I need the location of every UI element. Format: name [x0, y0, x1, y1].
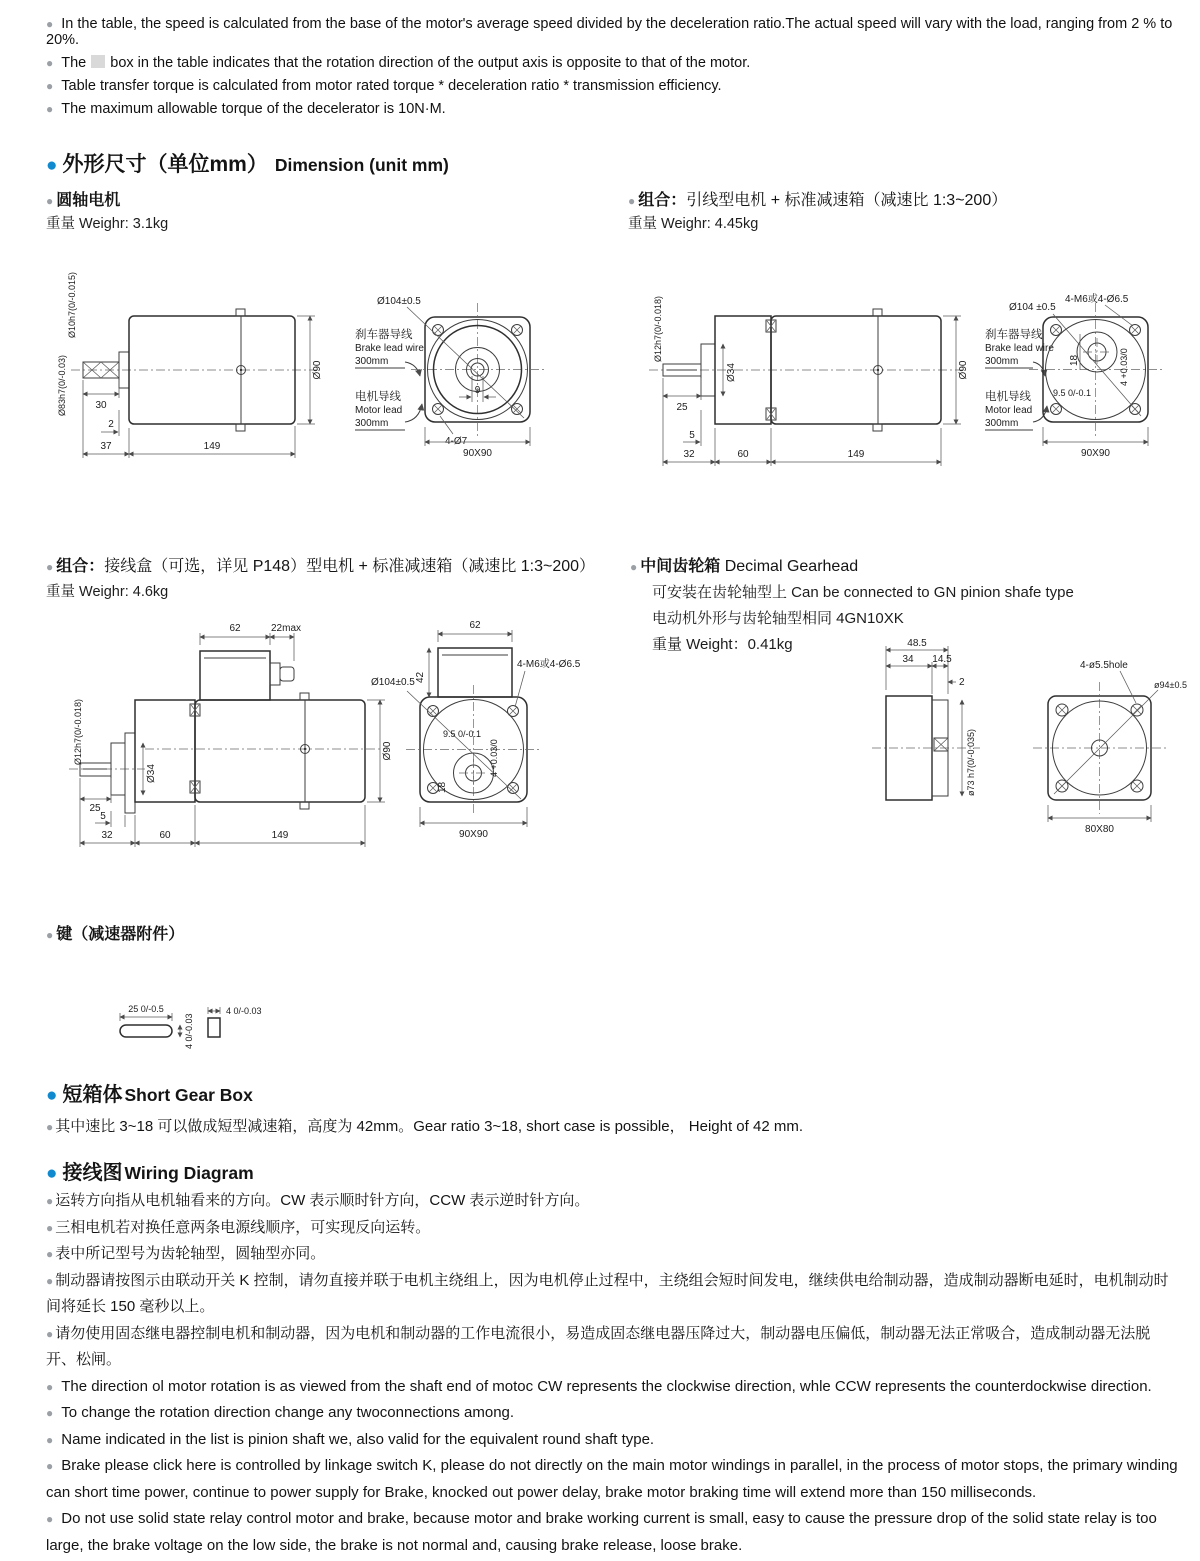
note-text: The maximum allowable torque of the decelerator is 10N·M.	[61, 101, 446, 117]
subsection-label-bold: 组合：	[638, 192, 687, 209]
note-text: 运转方向指从电机轴看来的方向。CW 表示顺时针方向，CCW 表示逆时针方向。	[55, 1192, 590, 1209]
drawing-key	[100, 985, 360, 1060]
dim-label: 32	[101, 830, 113, 841]
gearhead-line: 可安装在齿轮轴型上 Can be connected to GN pinion shafe type	[652, 584, 1074, 601]
dim-label: Ø90	[312, 360, 323, 380]
note-line	[46, 101, 1186, 117]
section-title-cn: 接线图	[62, 1162, 123, 1184]
dim-label: 4-ø5.5hole	[1080, 660, 1128, 671]
dim-label: Ø12h7(0/-0.018)	[653, 295, 663, 362]
dim-label: 5	[100, 811, 106, 822]
motor-front-view	[377, 296, 544, 459]
dim-label: 37	[100, 441, 112, 452]
dim-label: 90X90	[463, 448, 492, 459]
dim-label: 4 0/-0.03	[226, 1006, 262, 1016]
subsection-label: Decimal Gearhead	[724, 558, 859, 575]
shortbox-note	[46, 1114, 1176, 1141]
dim-label: Ø34	[146, 764, 157, 783]
motor-wire-label-cn: 电机导线	[985, 391, 1031, 403]
gearhead-front-view	[1033, 660, 1187, 835]
dim-label: 4 0/-0.03	[184, 1013, 194, 1049]
section-title-en: Short Gear Box	[124, 1085, 253, 1105]
drawing-decimal-gearhead	[858, 638, 1198, 848]
bullet-icon: ●	[46, 17, 54, 31]
subsection-label: 键（减速器附件）	[56, 926, 185, 943]
gray-box-icon	[91, 55, 105, 68]
section-wiring-header	[46, 1156, 254, 1185]
motor-wire-label-en: Motor lead	[355, 405, 403, 416]
wiring-note	[46, 1506, 1178, 1559]
dim-label: Ø12h7(0/-0.018)	[73, 698, 83, 765]
motor-wire-label-en: Motor lead	[985, 405, 1033, 416]
dim-label: ø94±0.5	[1154, 680, 1187, 690]
dim-label: 4-M6或4-Ø6.5	[1065, 294, 1129, 305]
note-text: To change the rotation direction change any twoconnections among.	[61, 1404, 515, 1421]
dim-label: Ø34	[726, 363, 737, 382]
brake-wire-label-en: Brake lead wire	[355, 343, 424, 354]
subsection-combo-tbox	[46, 553, 595, 576]
section-title-en: Wiring Diagram	[124, 1163, 254, 1183]
wiring-note	[46, 1188, 1178, 1215]
wiring-note	[46, 1241, 1178, 1268]
dim-label: 2	[108, 419, 114, 430]
note-line	[46, 78, 1186, 94]
wiring-note	[46, 1374, 1178, 1401]
bullet-icon: ●	[46, 1273, 54, 1288]
subsection-key	[46, 921, 184, 944]
note-text: The direction ol motor rotation is as viewed from the shaft end of motoc CW represents the clockwise direction, whle CCW represents the counterdockwise direction.	[61, 1377, 1152, 1395]
note-text: The	[61, 55, 87, 71]
note-line	[46, 16, 1186, 48]
weight-combo-tbox: 重量 Weighr: 4.6kg	[46, 584, 169, 600]
dim-label: 9.5 0/-0.1	[443, 729, 482, 739]
wiring-note	[46, 1400, 1178, 1427]
brake-wire-label-cn: 刹车器导线	[355, 329, 413, 341]
wiring-note	[46, 1453, 1178, 1506]
bullet-icon: ●	[630, 560, 638, 574]
blue-bullet-icon: ●	[46, 155, 58, 176]
bullet-icon: ●	[46, 1379, 54, 1394]
bullet-icon: ●	[46, 1406, 54, 1420]
gearmotor-side-view	[80, 693, 365, 813]
subsection-gearhead	[630, 553, 858, 576]
subsection-label-bold: 中间齿轮箱	[640, 558, 721, 575]
subsection-label: 圆轴电机	[56, 192, 121, 209]
dim-label: 18	[437, 781, 448, 793]
dim-label: Ø90	[958, 360, 969, 380]
note-text: 请勿使用固态继电器控制电机和制动器，因为电机和制动器的工作电流很小，易造成固态继电器压降过大，制动器电压偏低，制动器无法正常吸合，造成制动器无法脱开、松闸。	[46, 1324, 1151, 1368]
subsection-round-shaft	[46, 187, 120, 210]
dim-label: ø73 h7(0/-0.035)	[966, 728, 976, 796]
note-line	[46, 55, 1186, 71]
dim-label: 22max	[270, 623, 302, 634]
dim-label: Ø83h7(0/-0.03)	[57, 354, 67, 416]
bullet-icon: ●	[46, 1120, 54, 1134]
bullet-icon: ●	[46, 194, 54, 208]
dim-label: 25 0/-0.5	[128, 1004, 164, 1014]
dim-label: Ø10h7(0/-0.015)	[67, 271, 77, 338]
dim-label: 4 +0.03/0	[1119, 348, 1129, 386]
dim-label: Ø104 ±0.5	[1009, 302, 1056, 313]
wiring-note	[46, 1427, 1178, 1454]
bullet-icon: ●	[46, 79, 54, 93]
note-text: 其中速比 3~18 可以做成短型减速箱，高度为 42mm。Gear ratio 3~18, short case is possible， Height of 42 mm.	[55, 1118, 803, 1135]
note-text: 表中所记型号为齿轮轴型，圆轴型亦同。	[55, 1245, 326, 1262]
brake-wire-length: 300mm	[985, 356, 1019, 367]
drawing-lead-motor-gearbox	[633, 250, 1198, 500]
bullet-icon: ●	[46, 1326, 54, 1341]
bullet-icon: ●	[46, 102, 54, 116]
dim-label: 48.5	[907, 638, 927, 649]
dim-label: 14.5	[932, 654, 952, 665]
weight-combo-lead: 重量 Weighr: 4.45kg	[628, 216, 759, 232]
blue-bullet-icon: ●	[46, 1085, 58, 1106]
gearmotor-front-view	[1009, 292, 1162, 459]
dim-label: 18	[1069, 354, 1080, 366]
subsection-label: 引线型电机 + 标准减速箱（减速比 1:3~200）	[686, 192, 1008, 209]
motor-wire-label-cn: 电机导线	[355, 391, 401, 403]
note-text: Name indicated in the list is pinion shaft we, also valid for the equivalent round shaft type.	[61, 1430, 655, 1448]
wiring-notes	[46, 1188, 1178, 1559]
brake-wire-label-en: Brake lead wire	[985, 343, 1054, 354]
dim-label: 25	[676, 402, 688, 413]
note-text: 三相电机若对换任意两条电源线顺序，可实现反向运转。	[55, 1218, 431, 1236]
bullet-icon: ●	[46, 928, 54, 942]
note-text: 制动器请按图示由联动开关 K 控制，请勿直接并联于电机主绕组上，因为电机停止过程中，主绕组会短时间发电，继续供电给制动器，造成制动器断电延时，电机制动时间将延长 150 毫秒以上。	[46, 1271, 1169, 1315]
dim-label: 149	[203, 441, 221, 452]
subsection-label: 接线盒（可选，详见 P148）型电机 + 标准减速箱（减速比 1:3~200）	[104, 558, 596, 575]
dim-label: 42	[415, 671, 426, 683]
section-shortbox-header	[46, 1078, 253, 1107]
section-title-cn: 短箱体	[62, 1084, 123, 1106]
section-title-cn: 外形尺寸（单位mm）	[62, 153, 268, 176]
bullet-icon: ●	[46, 1247, 54, 1261]
subsection-label-bold: 组合：	[56, 558, 105, 575]
dim-label: 2	[959, 677, 965, 688]
bullet-icon: ●	[46, 1432, 54, 1447]
bullet-icon: ●	[628, 194, 636, 208]
note-text: box in the table indicates that the rotation direction of the output axis is opposite to that of the motor.	[110, 55, 751, 71]
section-title-en: Dimension (unit mm)	[274, 155, 449, 175]
dim-label: 62	[469, 620, 481, 631]
section-dimension-header	[46, 148, 449, 178]
gearhead-line: 重量 Weight：0.41kg	[652, 636, 793, 653]
bullet-icon: ●	[46, 56, 54, 70]
subsection-combo-lead	[628, 187, 1007, 210]
weight-round-shaft: 重量 Weighr: 3.1kg	[46, 216, 169, 232]
drawing-terminal-box-motor	[55, 615, 615, 875]
dim-label: 30	[95, 400, 107, 411]
dim-label: Ø104±0.5	[377, 296, 421, 307]
dim-label: 4-Ø7	[445, 436, 468, 447]
terminal-box	[200, 651, 294, 700]
bullet-icon: ●	[46, 560, 54, 574]
dim-label: 149	[847, 449, 865, 460]
wiring-note	[46, 1215, 1178, 1242]
dim-label: 62	[229, 623, 241, 634]
motor-wire-length: 300mm	[985, 418, 1019, 429]
dim-label: 9	[474, 385, 481, 396]
note-text: Table transfer torque is calculated from motor rated torque * deceleration ratio * transmission efficiency.	[61, 78, 722, 94]
blue-bullet-icon: ●	[46, 1163, 58, 1184]
dim-label: 90X90	[1081, 448, 1110, 459]
dim-label: 4-M6或4-Ø6.5	[517, 659, 581, 670]
dim-label: 90X90	[459, 829, 488, 840]
bullet-icon: ●	[46, 1194, 54, 1208]
dim-label: 5	[689, 430, 695, 441]
dim-label: Ø90	[382, 741, 393, 761]
motor-wire-length: 300mm	[355, 418, 389, 429]
dim-label: Ø104±0.5	[371, 677, 415, 688]
dim-label: 9.5 0/-0.1	[1053, 388, 1092, 398]
brake-wire-label-cn: 刹车器导线	[985, 329, 1043, 341]
lead-wire-labels	[355, 327, 424, 430]
bullet-icon: ●	[46, 1459, 54, 1473]
wiring-note	[46, 1321, 1178, 1374]
drawing-round-shaft-motor	[55, 250, 615, 500]
dim-label: 60	[159, 830, 171, 841]
brake-wire-length: 300mm	[355, 356, 389, 367]
dim-label: 25	[89, 803, 101, 814]
bullet-icon: ●	[46, 1512, 54, 1526]
dim-label: 149	[271, 830, 289, 841]
dim-label: 60	[737, 449, 749, 460]
note-text: Do not use solid state relay control motor and brake, because motor and brake working current is small, easy to cause the pressure drop of the solid state relay is too large, the brake voltage on the low side, the brake is not normal and, causing brake release, loose brake.	[46, 1510, 1157, 1554]
note-text: Brake please click here is controlled by linkage switch K, please do not directly on the main motor windings in parallel, in the process of motor stops, the primary winding can short time power, continue to power supply for Brake, knocked out power delay, brake motor braking time will extend more than 150 milliseconds.	[46, 1457, 1178, 1501]
dim-label: 32	[683, 449, 695, 460]
wiring-note	[46, 1268, 1178, 1321]
bullet-icon: ●	[46, 1220, 54, 1235]
gearmotor-front-view	[371, 620, 581, 840]
dim-label: 4 +0.03/0	[489, 739, 499, 777]
dim-label: 34	[902, 654, 914, 665]
gearhead-line: 电动机外形与齿轮轴型相同 4GN10XK	[652, 610, 904, 627]
dim-label: 80X80	[1085, 824, 1114, 835]
note-text: In the table, the speed is calculated from the base of the motor's average speed divided by the deceleration ratio.The actual speed will vary with the load, ranging from 2 % to 20%.	[46, 16, 1173, 48]
top-notes	[46, 16, 1186, 124]
